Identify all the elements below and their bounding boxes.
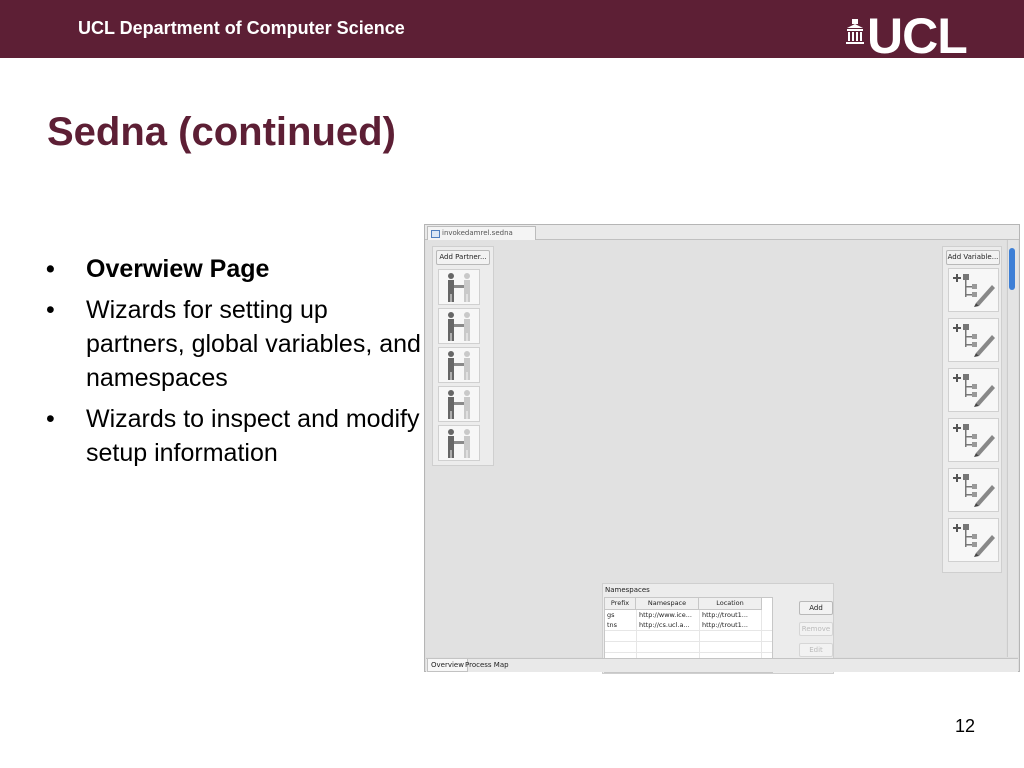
add-variable-tree-pencil-icon	[949, 469, 998, 511]
cell-location[interactable]: http://trout1...	[702, 611, 748, 619]
column-header-prefix[interactable]: Prefix	[605, 598, 636, 610]
cell-prefix[interactable]: tns	[607, 621, 618, 629]
bullet-list	[46, 252, 426, 477]
overview-canvas	[426, 240, 1006, 657]
header-bar	[0, 0, 1024, 64]
column-header-namespace[interactable]: Namespace	[636, 598, 699, 610]
vertical-scrollbar[interactable]	[1007, 240, 1018, 657]
row-divider	[605, 641, 772, 642]
handshake-partner-icon	[439, 348, 479, 382]
page-tabs	[426, 658, 1018, 672]
column-header-location[interactable]: Location	[699, 598, 762, 610]
row-divider	[605, 652, 772, 653]
add-variable-tree-pencil-icon	[949, 369, 998, 411]
add-variable-button[interactable]: Add Variable...	[946, 250, 1000, 265]
bullet-marker: •	[46, 296, 55, 324]
editor-tab-strip	[425, 225, 1019, 240]
variable-item[interactable]	[948, 518, 999, 562]
handshake-partner-icon	[439, 426, 479, 460]
add-variable-tree-pencil-icon	[949, 269, 998, 311]
partner-item[interactable]	[438, 347, 480, 383]
row-divider	[605, 630, 772, 631]
partner-item[interactable]	[438, 386, 480, 422]
ucl-logo	[845, 8, 995, 64]
tab-process-map[interactable]: Process Map	[465, 661, 509, 669]
cell-namespace[interactable]: http://www.ice...	[639, 611, 692, 619]
partners-panel	[432, 246, 494, 466]
cell-prefix[interactable]: gs	[607, 611, 615, 619]
variable-item[interactable]	[948, 418, 999, 462]
partner-item[interactable]	[438, 308, 480, 344]
add-variable-tree-pencil-icon	[949, 519, 998, 561]
logo-wordmark: UCL	[867, 8, 967, 64]
variable-item[interactable]	[948, 368, 999, 412]
bullet-text: Wizards to inspect and modify setup information	[86, 405, 420, 467]
cell-location[interactable]: http://trout1...	[702, 621, 748, 629]
bullet-text: Overwiew Page	[86, 255, 270, 283]
partner-item[interactable]	[438, 269, 480, 305]
partner-item[interactable]	[438, 425, 480, 461]
edit-namespace-button[interactable]: Edit	[799, 643, 833, 657]
page-number: 12	[955, 716, 976, 736]
slide-title: Sedna (continued)	[47, 110, 396, 154]
editor-tab[interactable]	[427, 226, 536, 240]
add-namespace-button[interactable]: Add	[799, 601, 833, 615]
tab-overview[interactable]: Overview	[427, 659, 468, 672]
remove-namespace-button[interactable]: Remove	[799, 622, 833, 636]
bullet-item	[46, 293, 426, 395]
bullet-item	[46, 252, 426, 286]
cell-namespace[interactable]: http://cs.ucl.a...	[639, 621, 690, 629]
bullet-marker: •	[46, 255, 55, 283]
bullet-marker: •	[46, 405, 55, 433]
portico-icon	[845, 18, 865, 48]
handshake-partner-icon	[439, 309, 479, 343]
variable-item[interactable]	[948, 468, 999, 512]
variable-item[interactable]	[948, 268, 999, 312]
department-name: UCL Department of Computer Science	[78, 18, 405, 38]
file-icon	[431, 230, 440, 238]
add-variable-tree-pencil-icon	[949, 319, 998, 361]
variable-item[interactable]	[948, 318, 999, 362]
namespaces-title: Namespaces	[605, 586, 650, 594]
scrollbar-thumb[interactable]	[1009, 248, 1015, 290]
sedna-editor-screenshot	[424, 224, 1020, 672]
add-variable-tree-pencil-icon	[949, 419, 998, 461]
bullet-text: Wizards for setting up partners, global variables, and namespaces	[86, 296, 421, 392]
add-partner-button[interactable]: Add Partner...	[436, 250, 490, 265]
handshake-partner-icon	[439, 387, 479, 421]
handshake-partner-icon	[439, 270, 479, 304]
variables-panel	[942, 246, 1002, 573]
bullet-item	[46, 402, 426, 470]
editor-tab-label: invokedamrel.sedna	[442, 229, 513, 237]
